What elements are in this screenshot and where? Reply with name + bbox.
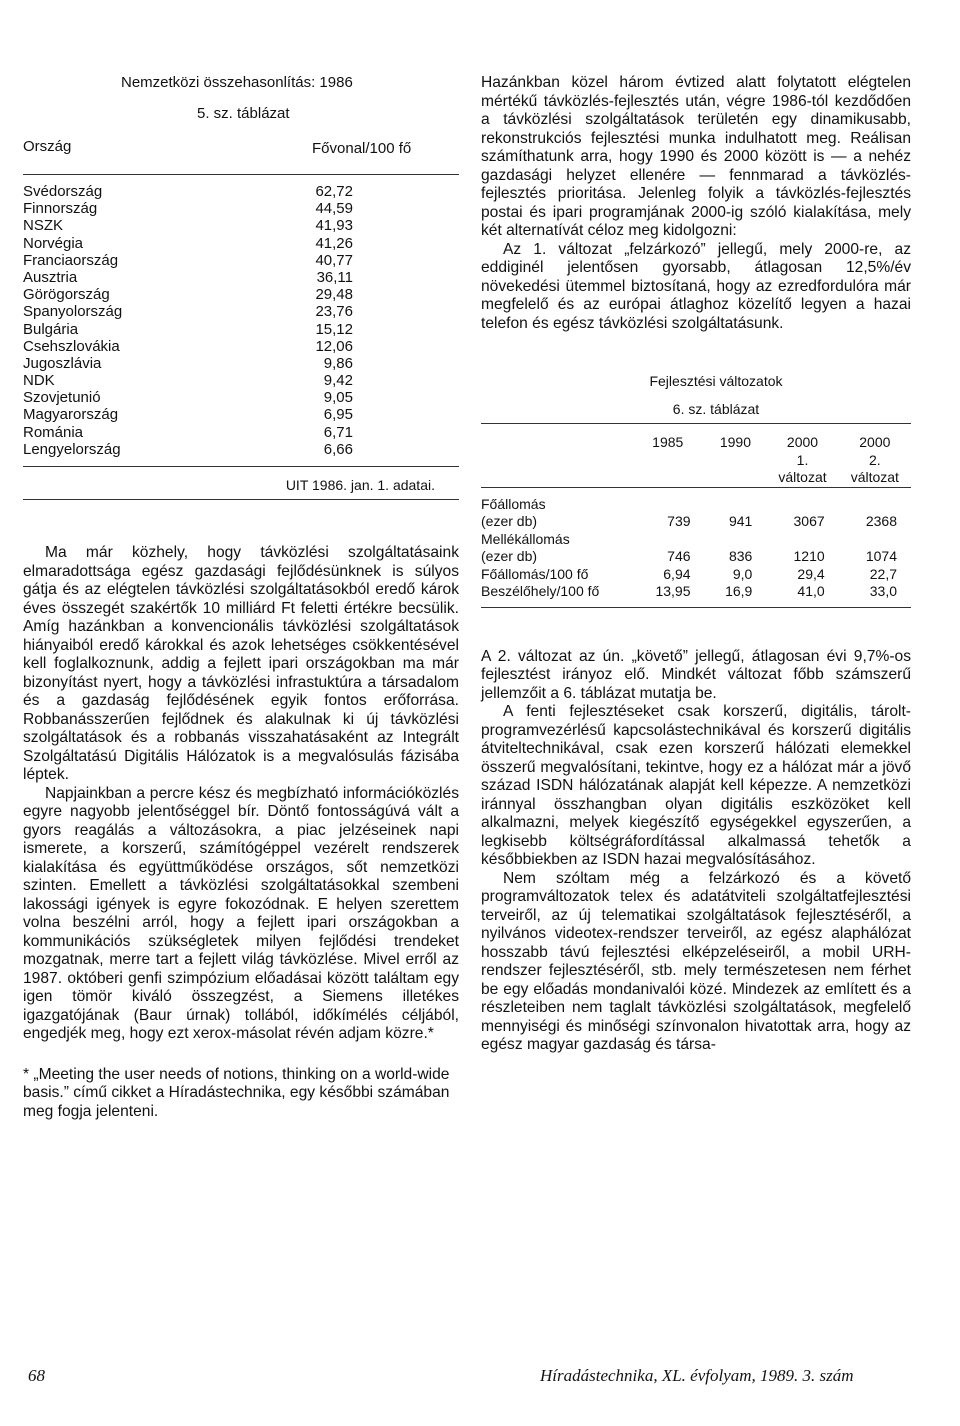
table6-header-row <box>481 424 911 488</box>
table-row <box>23 235 459 252</box>
value-cell: 6,71 <box>323 423 353 441</box>
cell: 29,4 <box>797 565 825 582</box>
country-cell: Lengyelország <box>23 440 121 458</box>
table6-supertitle: Fejlesztési változatok <box>649 373 783 389</box>
row-label: (ezer db) <box>481 548 538 564</box>
row-label: Főállomás/100 fő <box>481 565 589 582</box>
value-cell: 15,12 <box>315 320 353 338</box>
table-row <box>481 487 911 513</box>
value-cell: 12,06 <box>315 337 353 355</box>
value-cell: 9,86 <box>323 354 353 372</box>
country-cell: Svédország <box>23 183 103 200</box>
country-cell: Görögország <box>23 286 110 304</box>
value-cell: 41,26 <box>315 234 353 252</box>
table5-title: 5. sz. táblázat <box>197 105 290 122</box>
table5-body <box>23 175 459 458</box>
value-cell: 6,95 <box>323 406 353 424</box>
paragraph: Nem szóltam még a felzárkozó és a követő programváltozatok telex és adatátviteli szolgáltatfejlesztési terveiről, az új telematikai szolgáltatások fejlesztéséről, a nyilvános videotex-rendszer terveiről, az egész alaphálózat hosszabb távú fejlesztési elképzeléseiről, a mobil URH-rendszer fejlesztéséről, stb. mely természetesen nem férhet be egy előadás mondanivalói közé. Mindezek az említett és a részleteiben nem taglalt távközlési szolgáltatások, megfelelő mennyiségi és minőségi színvonalon hivatottak arra, hogy az egész magyar gazdaság és társa- <box>481 869 911 1053</box>
table-row <box>23 217 459 234</box>
cell: 836 <box>728 548 753 564</box>
footnote: * „Meeting the user needs of notions, thinking on a world-wide basis.” című cikket a Híradástechnika, egy későbbi számában meg fogja jelenteni. <box>23 1065 450 1120</box>
country-cell: Finnország <box>23 200 98 218</box>
table5-col-value: Fővonal/100 fő <box>312 140 412 157</box>
table6-grid <box>481 423 911 608</box>
table5-bottom-rule <box>23 499 459 500</box>
table-row <box>23 338 459 355</box>
left-body-text <box>23 544 459 1044</box>
cell: 1210 <box>793 548 825 564</box>
cell <box>766 487 838 513</box>
cell: 6,94 <box>663 565 691 582</box>
page-number: 68 <box>28 1366 45 1385</box>
table-row <box>481 548 911 566</box>
paragraph: Az 1. változat „felzárkozó” jellegű, mely 2000-re, az eddiginél jelentősen gyorsabb, átlagosan 12,5%/év növekedési ütemmel biztosítaná, hogy az ezredfordulóra már megfelelő és az európai átlaghoz közelítő legyen a hazai telefon és egész távközlési szolgáltatásunk. <box>481 240 911 332</box>
cell: 941 <box>728 513 753 529</box>
col-header: 2000 2. változat <box>839 424 911 488</box>
cell: 16,9 <box>705 583 767 607</box>
table6 <box>481 373 911 608</box>
value-cell: 9,05 <box>323 389 353 407</box>
left-column <box>23 74 459 1121</box>
table-row <box>23 441 459 458</box>
cell <box>839 531 911 549</box>
col-header: 2000 1. változat <box>766 424 838 488</box>
table5-header <box>23 74 459 174</box>
table5-rule <box>23 466 459 467</box>
table-row <box>23 303 459 320</box>
cell <box>631 531 705 549</box>
table-row <box>23 372 459 389</box>
cell: 739 <box>667 513 691 529</box>
table5-supertitle: Nemzetközi összehasonlítás: 1986 <box>121 74 353 91</box>
table-row <box>23 321 459 338</box>
cell <box>631 487 705 513</box>
right-body-text <box>481 648 911 1055</box>
value-cell: 44,59 <box>315 200 353 218</box>
cell: 2368 <box>865 513 897 529</box>
cell <box>839 487 911 513</box>
cell: 3067 <box>793 513 825 529</box>
table-row <box>23 389 459 406</box>
cell: 1074 <box>865 548 897 564</box>
col-header: 1985 <box>631 424 705 488</box>
table-row <box>23 424 459 441</box>
country-cell: Románia <box>23 423 84 441</box>
cell: 9,0 <box>732 565 753 582</box>
table6-title: 6. sz. táblázat <box>672 401 760 417</box>
row-label: Főállomás <box>481 487 631 513</box>
table-row <box>481 583 911 607</box>
table-row <box>23 406 459 423</box>
table-row <box>481 566 911 584</box>
cell <box>705 487 767 513</box>
country-cell: Szovjetunió <box>23 389 101 407</box>
table-row <box>23 269 459 286</box>
cell: 746 <box>667 548 691 564</box>
cell: 22,7 <box>869 565 897 582</box>
cell: 33,0 <box>839 583 911 607</box>
table-row <box>23 200 459 217</box>
cell: 13,95 <box>631 583 705 607</box>
country-cell: Jugoszlávia <box>23 354 102 372</box>
cell: 41,0 <box>766 583 838 607</box>
table5-col-country: Ország <box>23 138 72 155</box>
country-cell: Magyarország <box>23 406 119 424</box>
paragraph: A fenti fejlesztéseket csak korszerű, digitális, tárolt-programvezérlésű kapcsolástechnikával és korszerű digitális átviteltechnikával, csak ezen korszerű hálózati elemekkel összerű megvalósítani, tekintve, hogy ez a hálózat már a jövő század ISDN hálózatának alapját kell képezze. A nemzetközi iránnyal összhangban olyan digitális eszközöket kell alkalmazni, melyek kiegészítő egységekkel egyszerűen, a legkisebb költségráfordítással alkalmassá tehetők a későbbiekben az ISDN hazai megvalósításához. <box>481 703 911 868</box>
value-cell: 41,93 <box>315 217 353 235</box>
country-cell: Spanyolország <box>23 303 123 321</box>
value-cell: 62,72 <box>315 183 353 200</box>
value-cell: 6,66 <box>323 440 353 458</box>
row-label: Mellékállomás <box>481 530 570 547</box>
journal-footer: Híradástechnika, XL. évfolyam, 1989. 3. szám <box>540 1366 854 1385</box>
country-cell: Csehszlovákia <box>23 337 120 355</box>
country-cell: NSZK <box>23 217 64 235</box>
value-cell: 23,76 <box>315 303 353 321</box>
paragraph: Hazánkban közel három évtized alatt folytatott elégtelen mértékű távközlés-fejlesztés után, végre 1986-tól kezdődően a távközlési szolgáltatások területén egy dinamikusabb, rekonstrukciós fejlesztési munka indulhatott meg. Reálisan számíthatunk arra, hogy 1990 és 2000 között is — a nehéz gazdasági helyzet ellenére — fennmarad a távközlés-fejlesztés prioritása. Jelenleg folyik a távközlés-fejlesztés postai és ipari programjának 2000-ig szóló kialakítása, mely két alternatívát céloz meg kidolgozni: <box>481 74 911 239</box>
country-cell: NDK <box>23 372 55 390</box>
cell <box>766 531 838 549</box>
value-cell: 40,77 <box>315 251 353 269</box>
paragraph: Napjainkban a percre kész és megbízható információközlés egyre nagyobb jelentőséggel bír. Döntő fontosságúvá vált a gyors reagálás a változásokra, a piac jelzéseinek napi ismerete, a korszerű, számítógéppel vezérelt rendszerek kialakítása és együttműködése országos, sőt nemzetközi szinten. Emellett a távközlési szolgáltatásokkal szembeni lakossági igények is egyre fokozódnak. E helyen szerettem volna beszélni arról, hogy a fejlett ipari országokban a kommunikációs szükségletek milyen fejlődési trendeket mozgatnak, merre tart a fejlett világ távközlése. Mivel erről az 1987. októberi genfi szimpózium előadásai között találtam egy igen tömör kiváló összegzést, a Siemens illetékes igazgatójának (Baur úrnak) tollából, időkímélés céljából, engedjék meg, hogy ezt xerox-másolat révén adjam közre.* <box>23 784 459 1042</box>
paragraph: Ma már közhely, hogy távközlési szolgáltatásaink elmaradottsága egész gazdasági fejlődésünknek is súlyos gátja és az elégtelen távközlési szolgáltatásokból eredő károk éves összegét szakértők 10 milliárd Ft feletti értékre becsülik. Amíg hazánkban a konvencionális távközlési szolgáltatások hiányaiból eredő károkkal és azok lehetséges csökkentésével kell foglalkoznunk, addig a fejlett ipari országokban ma már bizonyítást nyert, hogy a távközlési infrastuktúra a társadalom és a gazdaság fejlődésének egyik fontos erőforrása. Robbanásszerűen fejlődnek és alakulnak ki új távközlési szolgáltatások és a robbanás visszahatásaként az Integrált Szolgáltatású Digitális Hálózatok is a megvalósulás fázisába léptek. <box>23 544 459 783</box>
country-cell: Ausztria <box>23 268 78 286</box>
country-cell: Norvégia <box>23 234 84 252</box>
table-row <box>481 513 911 531</box>
table-row <box>23 252 459 269</box>
paragraph: A 2. változat az ún. „követő” jellegű, átlagosan évi 9,7%-os fejlesztést irányoz elő. Mindkét változat főbb számszerű jellemzőit a 6. táblázat mutatja be. <box>481 647 911 702</box>
cell <box>705 531 767 549</box>
table5-source: UIT 1986. jan. 1. adatai. <box>285 477 435 493</box>
table-row <box>23 286 459 303</box>
right-column <box>481 74 911 1055</box>
row-label: Beszélőhely/100 fő <box>481 583 631 607</box>
country-cell: Bulgária <box>23 320 79 338</box>
table-row <box>23 183 459 200</box>
right-intro-text <box>481 74 911 333</box>
value-cell: 36,11 <box>316 268 353 286</box>
col-header: 1990 <box>705 424 767 488</box>
country-cell: Franciaország <box>23 251 119 269</box>
value-cell: 29,48 <box>315 286 353 304</box>
row-label: (ezer db) <box>481 513 538 529</box>
table-row <box>23 355 459 372</box>
table-row <box>481 531 911 549</box>
value-cell: 9,42 <box>323 372 353 390</box>
